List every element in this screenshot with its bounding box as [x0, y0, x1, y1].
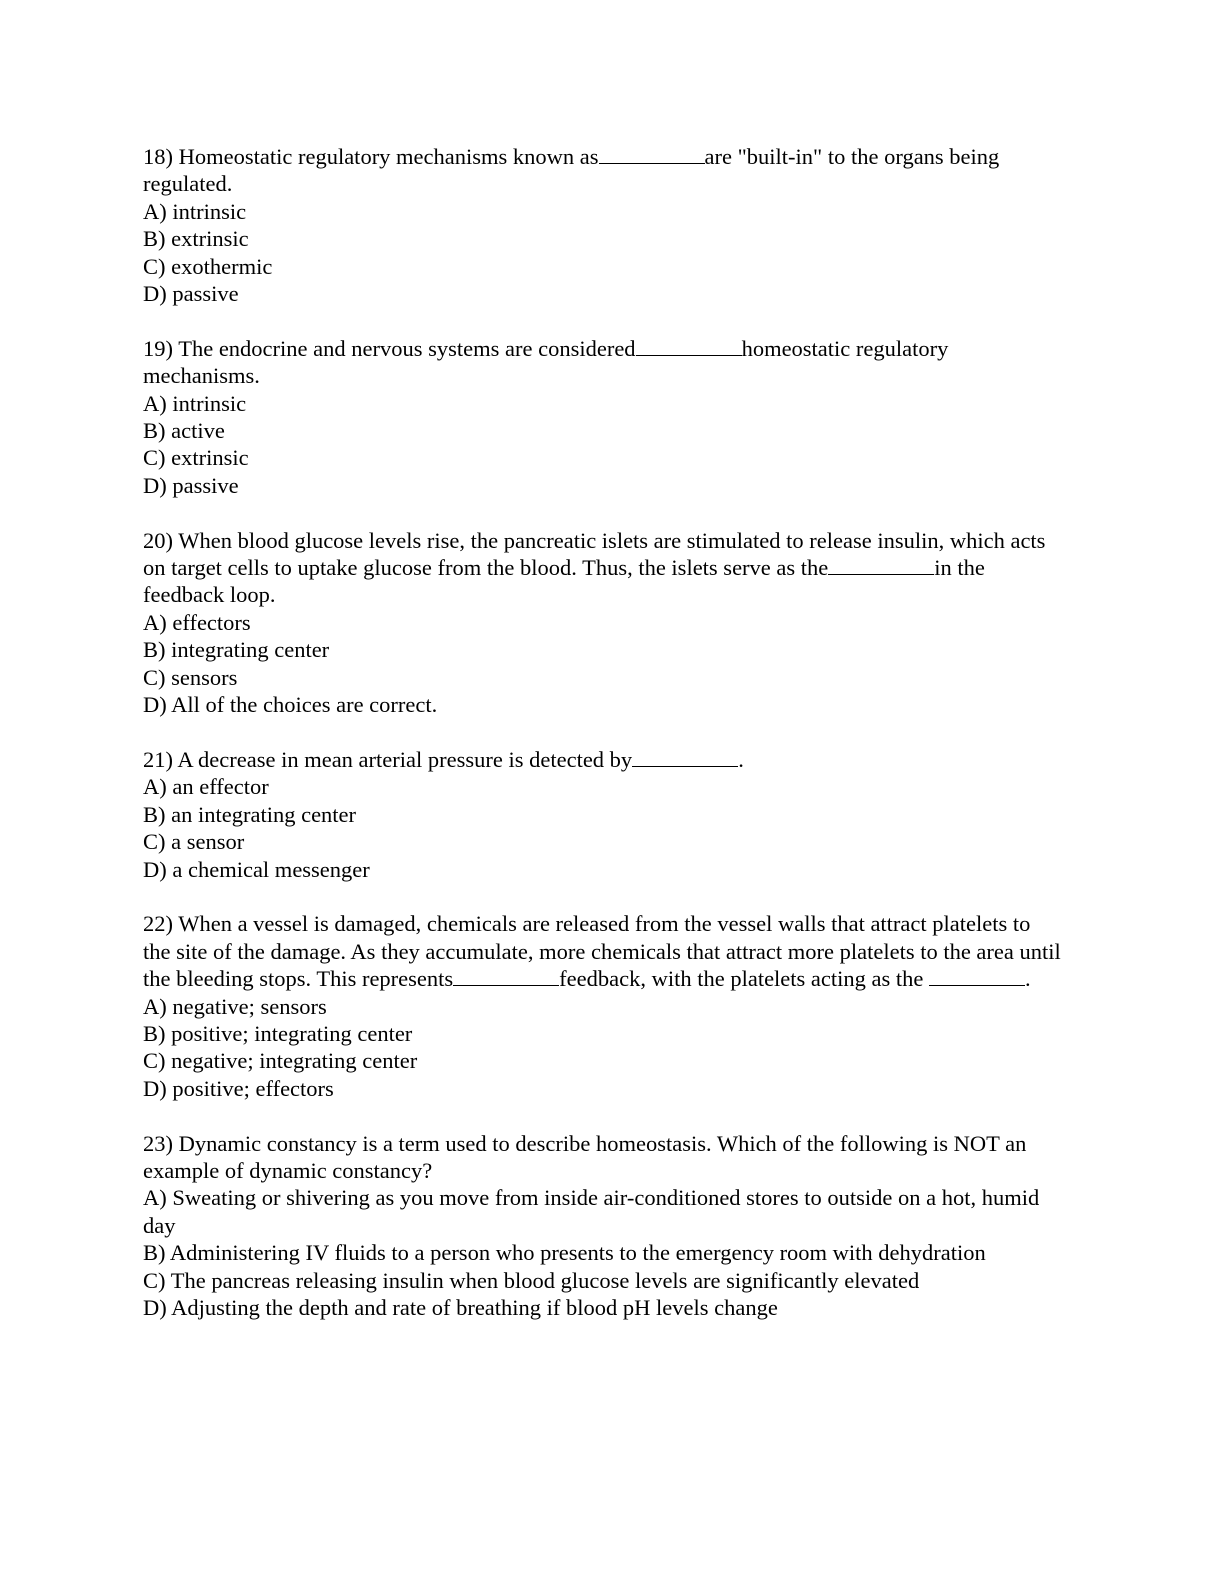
question-number: 19): [143, 335, 173, 361]
choice-letter: A): [143, 609, 167, 635]
question-stem: [143, 746, 1063, 773]
choice-text: a chemical messenger: [172, 856, 370, 882]
choice-text: sensors: [171, 664, 238, 690]
choice-a: [143, 198, 1063, 225]
choice-text: positive; integrating center: [171, 1020, 413, 1046]
choice-text: passive: [172, 281, 239, 307]
choice-d: [143, 472, 1063, 499]
choice-letter: B): [143, 226, 166, 252]
question-stem: [143, 143, 1063, 198]
choice-d: [143, 1075, 1063, 1102]
stem-text: When a vessel is damaged, chemicals are released from the vessel walls that attract platelets to the site of the damage. As they accumulate, more chemicals that attract more platelets to the area until the bleeding stops. This represents: [143, 911, 1061, 992]
choice-text: intrinsic: [172, 198, 247, 224]
choice-a: [143, 390, 1063, 417]
choice-c: [143, 828, 1063, 855]
choice-a: [143, 773, 1063, 800]
stem-text: are "built-in" to the organs being regulated.: [143, 144, 1000, 197]
choice-letter: A): [143, 1185, 167, 1211]
choice-b: [143, 225, 1063, 252]
choice-letter: D): [143, 856, 167, 882]
question-23: [143, 1130, 1063, 1322]
stem-text: A decrease in mean arterial pressure is detected by: [177, 746, 633, 772]
choice-text: extrinsic: [171, 226, 249, 252]
choice-text: passive: [172, 472, 239, 498]
stem-text: .: [738, 746, 744, 772]
choice-text: extrinsic: [171, 445, 249, 471]
question-number: 21): [143, 746, 173, 772]
choice-letter: C): [143, 829, 166, 855]
choice-letter: B): [143, 418, 166, 444]
question-20: [143, 527, 1063, 719]
choice-b: [143, 636, 1063, 663]
choice-c: [143, 444, 1063, 471]
choice-c: [143, 253, 1063, 280]
quiz-page: [143, 143, 1063, 1321]
choice-letter: D): [143, 692, 167, 718]
stem-text: The endocrine and nervous systems are considered: [178, 335, 636, 361]
choice-letter: B): [143, 1020, 166, 1046]
question-number: 18): [143, 144, 173, 169]
answer-blank: [453, 967, 559, 986]
choice-a: [143, 1184, 1063, 1239]
choice-text: exothermic: [171, 253, 273, 279]
choice-b: [143, 801, 1063, 828]
choice-text: negative; integrating center: [171, 1048, 418, 1074]
stem-text: .: [1025, 966, 1031, 992]
answer-blank: [929, 967, 1025, 986]
answer-blank: [632, 748, 738, 767]
choice-text: active: [171, 418, 225, 444]
choice-letter: A): [143, 390, 167, 416]
choice-text: integrating center: [171, 637, 330, 663]
question-stem: [143, 527, 1063, 609]
choice-d: [143, 691, 1063, 718]
stem-text: Dynamic constancy is a term used to describe homeostasis. Which of the following is NOT an example of dynamic constancy?: [143, 1130, 1027, 1183]
question-number: 22): [143, 911, 173, 937]
choice-text: Adjusting the depth and rate of breathing if blood pH levels change: [171, 1294, 778, 1320]
choice-d: [143, 1294, 1063, 1321]
choice-a: [143, 609, 1063, 636]
choice-letter: A): [143, 198, 167, 224]
choice-c: [143, 1267, 1063, 1294]
choice-text: a sensor: [171, 829, 245, 855]
choice-letter: C): [143, 253, 166, 279]
choice-letter: C): [143, 664, 166, 690]
choice-letter: B): [143, 801, 166, 827]
choice-text: Administering IV fluids to a person who presents to the emergency room with dehydration: [169, 1240, 986, 1266]
question-stem: [143, 335, 1063, 390]
choice-c: [143, 664, 1063, 691]
choice-letter: D): [143, 1075, 167, 1101]
choice-letter: B): [143, 1240, 166, 1266]
stem-text: When blood glucose levels rise, the pancreatic islets are stimulated to release insulin, which acts on target cells to uptake glucose from the blood. Thus, the islets serve as the: [143, 527, 1046, 581]
stem-text: Homeostatic regulatory mechanisms known as: [178, 144, 599, 169]
choice-letter: B): [143, 637, 166, 663]
question-22: [143, 910, 1063, 1102]
answer-blank: [599, 145, 705, 164]
stem-text: feedback, with the platelets acting as the: [559, 966, 924, 992]
choice-letter: A): [143, 993, 167, 1019]
answer-blank: [828, 556, 934, 575]
choice-a: [143, 993, 1063, 1020]
question-number: 20): [143, 527, 173, 553]
question-21: [143, 746, 1063, 883]
choice-text: intrinsic: [172, 390, 247, 416]
choice-b: [143, 1020, 1063, 1047]
choice-letter: A): [143, 774, 167, 800]
answer-blank: [636, 337, 742, 356]
choice-letter: C): [143, 445, 166, 471]
choice-text: an integrating center: [171, 801, 357, 827]
choice-letter: D): [143, 1294, 167, 1320]
choice-text: an effector: [172, 774, 269, 800]
choice-text: negative; sensors: [172, 993, 327, 1019]
choice-d: [143, 856, 1063, 883]
question-19: [143, 335, 1063, 499]
stem-text: homeostatic regulatory mechanisms.: [143, 335, 949, 389]
question-stem: [143, 1130, 1063, 1185]
choice-letter: C): [143, 1048, 166, 1074]
choice-text: positive; effectors: [172, 1075, 334, 1101]
question-18: [143, 143, 1063, 307]
question-number: 23): [143, 1130, 173, 1156]
choice-letter: C): [143, 1267, 166, 1293]
choice-b: [143, 417, 1063, 444]
choice-text: effectors: [172, 609, 251, 635]
choice-c: [143, 1047, 1063, 1074]
choice-b: [143, 1239, 1063, 1266]
question-stem: [143, 910, 1063, 992]
choice-d: [143, 280, 1063, 307]
choice-letter: D): [143, 472, 167, 498]
choice-text: All of the choices are correct.: [171, 692, 438, 718]
stem-text: in the feedback loop.: [143, 555, 985, 608]
choice-text: The pancreas releasing insulin when blood glucose levels are significantly elevated: [170, 1267, 920, 1293]
choice-text: Sweating or shivering as you move from inside air-conditioned stores to outside on a hot, humid day: [143, 1185, 1040, 1238]
choice-letter: D): [143, 281, 167, 307]
